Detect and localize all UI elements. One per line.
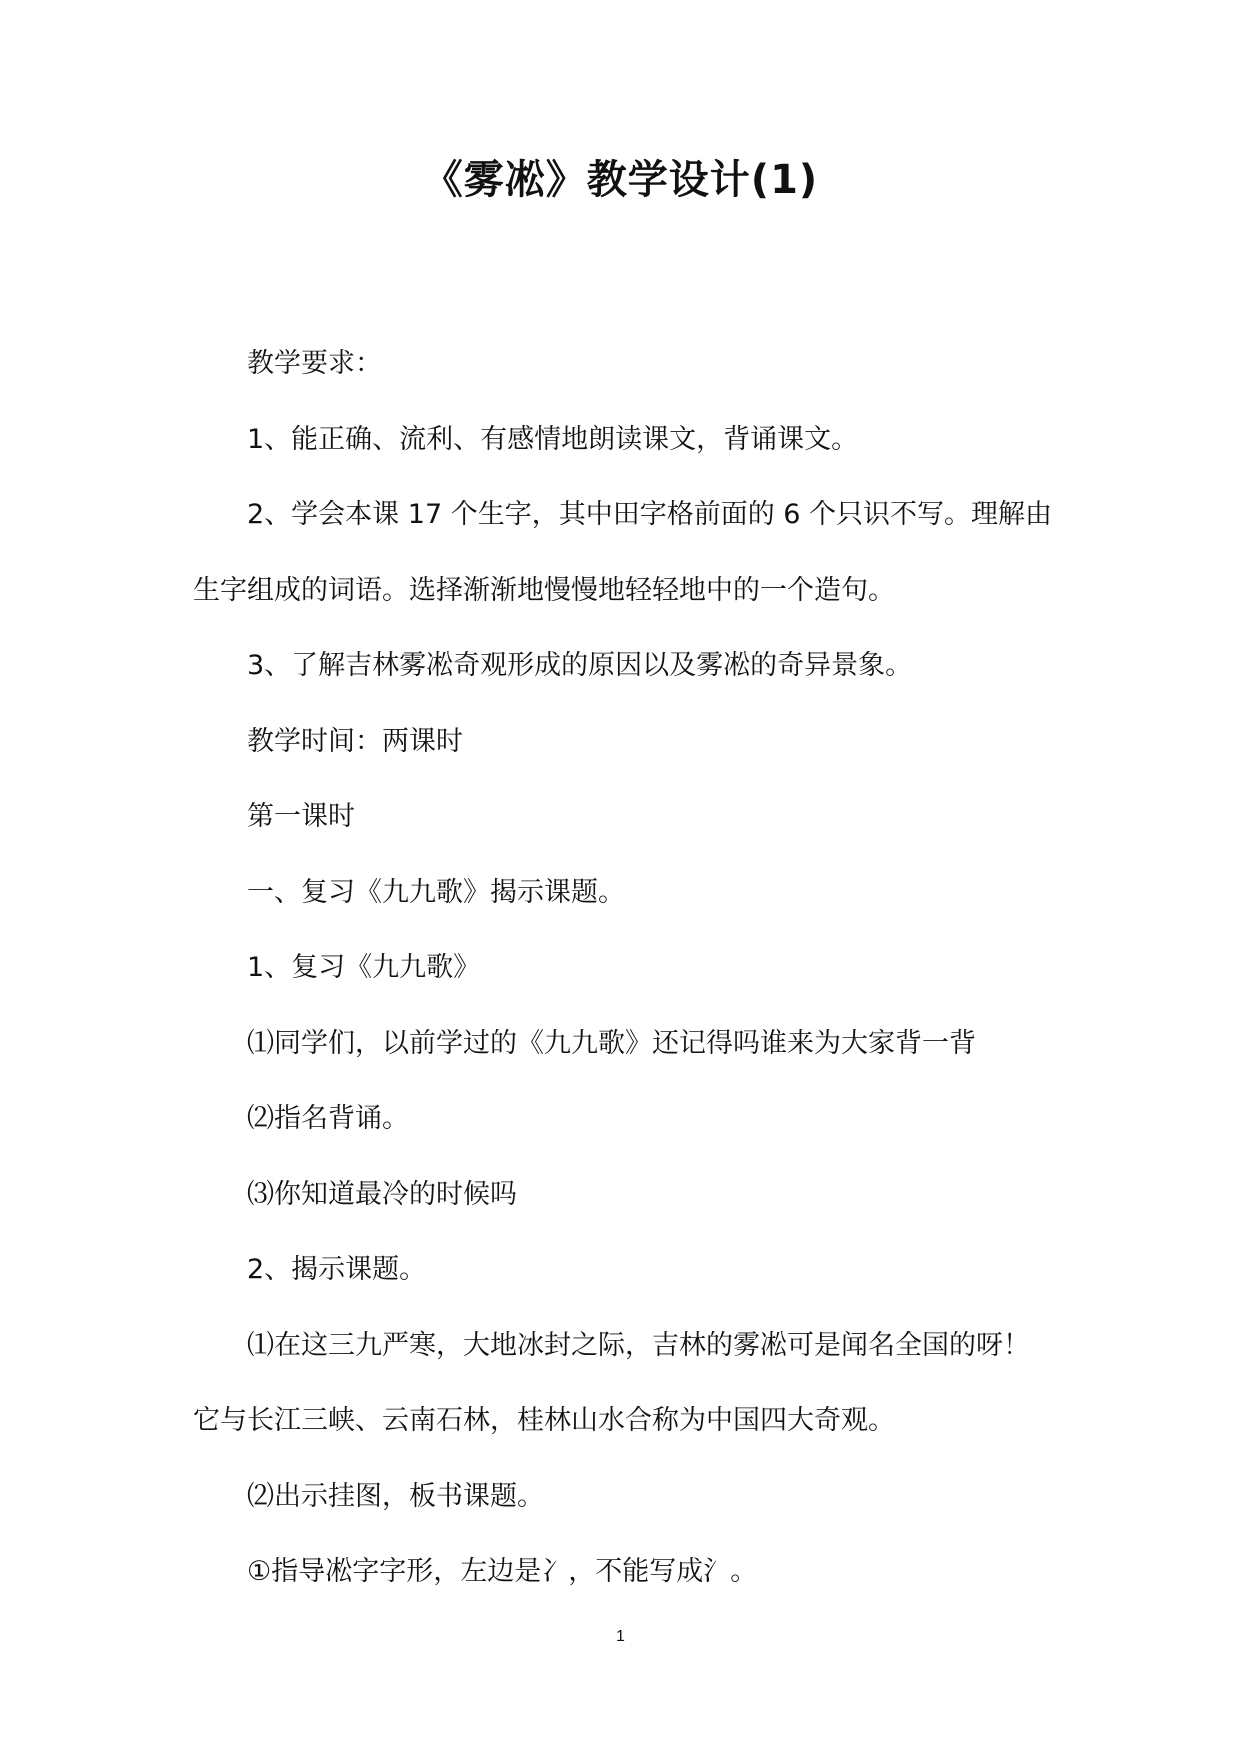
paragraph-section-1: 一、复习《九九歌》揭示课题。 [247, 876, 625, 908]
page-number: 1 [616, 1628, 625, 1645]
paragraph-teaching-time: 教学时间：两课时 [247, 725, 463, 757]
paragraph-step-2-b: ⑵出示挂图，板书课题。 [247, 1480, 544, 1512]
paragraph-step-2-a: ⑴在这三九严寒，大地冰封之际，吉林的雾凇可是闻名全国的呀！它与长江三峡、云南石林，桂林山水合称为中国四大奇观。 [193, 1329, 1030, 1436]
paragraph-step-1: 1、复习《九九歌》 [247, 952, 481, 983]
paragraph-step-2: 2、揭示课题。 [247, 1254, 427, 1285]
paragraph-first-lesson: 第一课时 [247, 801, 355, 832]
paragraph-step-1-b: ⑵指名背诵。 [247, 1103, 409, 1134]
paragraph-step-2-b-1: ①指导凇字字形，左边是冫，不能写成氵。 [247, 1556, 758, 1587]
paragraph-step-1-a: ⑴同学们，以前学过的《九九歌》还记得吗谁来为大家背一背 [247, 1027, 976, 1059]
paragraph-step-1-c: ⑶你知道最冷的时候吗 [247, 1178, 517, 1210]
document-title: 《雾凇》教学设计(1) [422, 157, 819, 203]
paragraph-requirement-2: 2、学会本课 17 个生字，其中田字格前面的 6 个只识不写。理解由生字组成的词语。选择渐渐地慢慢地轻轻地中的一个造句。 [193, 499, 1053, 606]
paragraph-requirement-3: 3、了解吉林雾凇奇观形成的原因以及雾凇的奇异景象。 [247, 650, 913, 681]
document-body [193, 326, 1053, 1610]
paragraph-teaching-requirements-heading: 教学要求： [247, 348, 382, 379]
paragraph-requirement-1: 1、能正确、流利、有感情地朗读课文，背诵课文。 [247, 423, 859, 455]
